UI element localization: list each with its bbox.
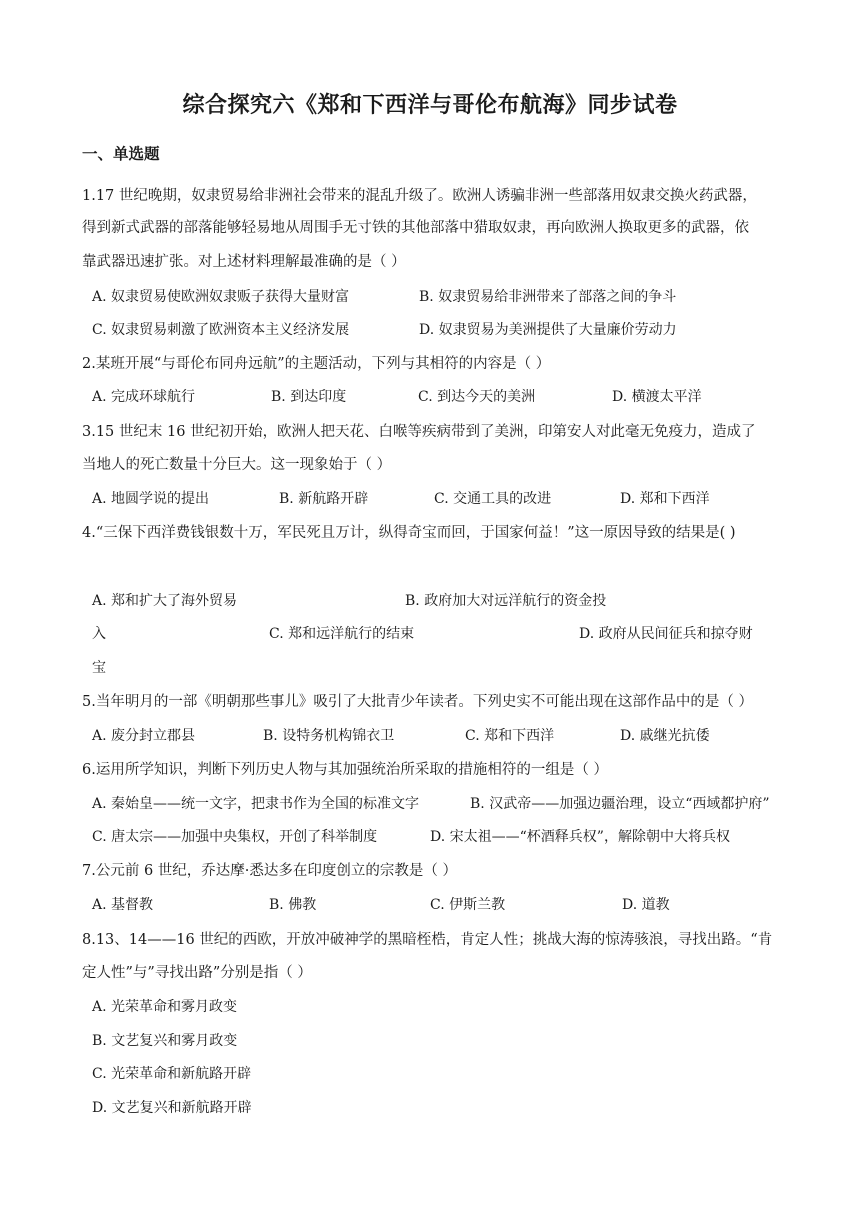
section-heading: 一、单选题 — [82, 145, 160, 163]
option-a[interactable]: A. 秦始皇——统一文字，把隶书作为全国的标准文字 — [92, 796, 420, 812]
option-b[interactable]: B. 到达印度 — [271, 389, 347, 405]
option-c[interactable]: C. 光荣革命和新航路开辟 — [92, 1066, 252, 1082]
option-a[interactable]: A. 郑和扩大了海外贸易 — [92, 593, 238, 609]
page-title: 综合探究六《郑和下西洋与哥伦布航海》同步试卷 — [182, 92, 678, 118]
option-c[interactable]: C. 郑和远洋航行的结束 — [269, 626, 415, 642]
option-b[interactable]: B. 佛教 — [269, 897, 317, 913]
option-c[interactable]: C. 郑和下西洋 — [465, 728, 555, 744]
option-c[interactable]: C. 奴隶贸易刺激了欧洲资本主义经济发展 — [92, 322, 350, 338]
option-a[interactable]: A. 奴隶贸易使欧洲奴隶贩子获得大量财富 — [92, 289, 350, 305]
option-d[interactable]: D. 奴隶贸易为美洲提供了大量廉价劳动力 — [419, 322, 677, 338]
question-text-line: 5.当年明月的一部《明朝那些事儿》吸引了大批青少年读者。下列史实不可能出现在这部作品中的是（ ） — [82, 694, 753, 710]
option-d[interactable]: D. 戚继光抗倭 — [620, 728, 710, 744]
option-a[interactable]: A. 完成环球航行 — [92, 389, 196, 405]
question-text-line: 8.13、14——16 世纪的西欧，开放冲破神学的黑暗桎梏，肯定人性；挑战大海的惊涛骇浪，寻找出路。“肯 — [82, 932, 773, 948]
option-b[interactable]: B. 奴隶贸易给非洲带来了部落之间的争斗 — [419, 289, 677, 305]
question-text-line: 4.“三保下西洋费钱银数十万，军民死且万计，纵得奇宝而回，于国家何益！”这一原因导致的结果是( ) — [82, 525, 736, 541]
question-text-line: 当地人的死亡数量十分巨大。这一现象始于（ ） — [82, 457, 392, 473]
option-a[interactable]: A. 废分封立郡县 — [92, 728, 196, 744]
option-b-continued: 入 — [92, 626, 106, 642]
question-text-line: 靠武器迅速扩张。对上述材料理解最准确的是（ ） — [82, 254, 406, 270]
option-c[interactable]: C. 到达今天的美洲 — [418, 389, 536, 405]
option-b[interactable]: B. 新航路开辟 — [279, 491, 369, 507]
question-text-line: 1.17 世纪晚期，奴隶贸易给非洲社会带来的混乱升级了。欧洲人诱骗非洲一些部落用奴隶交换火药武器， — [82, 188, 757, 204]
question-text-line: 得到新式武器的部落能够轻易地从周围手无寸铁的其他部落中猎取奴隶，再向欧洲人换取更多的武器，依 — [82, 220, 749, 236]
option-d-continued: 宝 — [92, 660, 106, 676]
option-b[interactable]: B. 政府加大对远洋航行的资金投 — [405, 593, 607, 609]
option-c[interactable]: C. 交通工具的改进 — [434, 491, 552, 507]
question-text-line: 2.某班开展“与哥伦布同舟远航”的主题活动，下列与其相符的内容是（ ） — [82, 356, 551, 372]
option-d[interactable]: D. 道教 — [622, 897, 670, 913]
option-c[interactable]: C. 唐太宗——加强中央集权，开创了科举制度 — [92, 829, 378, 845]
question-text-line: 3.15 世纪末 16 世纪初开始，欧洲人把天花、白喉等疾病带到了美洲，印第安人对此毫无免疫力，造成了 — [82, 424, 756, 440]
option-a[interactable]: A. 地圆学说的提出 — [92, 491, 210, 507]
option-a[interactable]: A. 光荣革命和雾月政变 — [92, 999, 238, 1015]
option-b[interactable]: B. 文艺复兴和雾月政变 — [92, 1033, 238, 1049]
option-a[interactable]: A. 基督教 — [92, 897, 154, 913]
question-text-line: 6.运用所学知识，判断下列历史人物与其加强统治所采取的措施相符的一组是（ ） — [82, 762, 608, 778]
option-d[interactable]: D. 郑和下西洋 — [620, 491, 710, 507]
option-b[interactable]: B. 设特务机构锦衣卫 — [263, 728, 395, 744]
option-c[interactable]: C. 伊斯兰教 — [430, 897, 506, 913]
option-b[interactable]: B. 汉武帝——加强边疆治理，设立“西域都护府” — [470, 796, 770, 812]
option-d[interactable]: D. 文艺复兴和新航路开辟 — [92, 1100, 252, 1116]
option-d[interactable]: D. 宋太祖——“杯酒释兵权”，解除朝中大将兵权 — [430, 829, 730, 845]
question-text-line: 7.公元前 6 世纪，乔达摩·悉达多在印度创立的宗教是（ ） — [82, 863, 457, 879]
option-d[interactable]: D. 政府从民间征兵和掠夺财 — [579, 626, 753, 642]
question-text-line: 定人性”与”寻找出路”分别是指（ ） — [82, 965, 312, 981]
option-d[interactable]: D. 横渡太平洋 — [612, 389, 702, 405]
